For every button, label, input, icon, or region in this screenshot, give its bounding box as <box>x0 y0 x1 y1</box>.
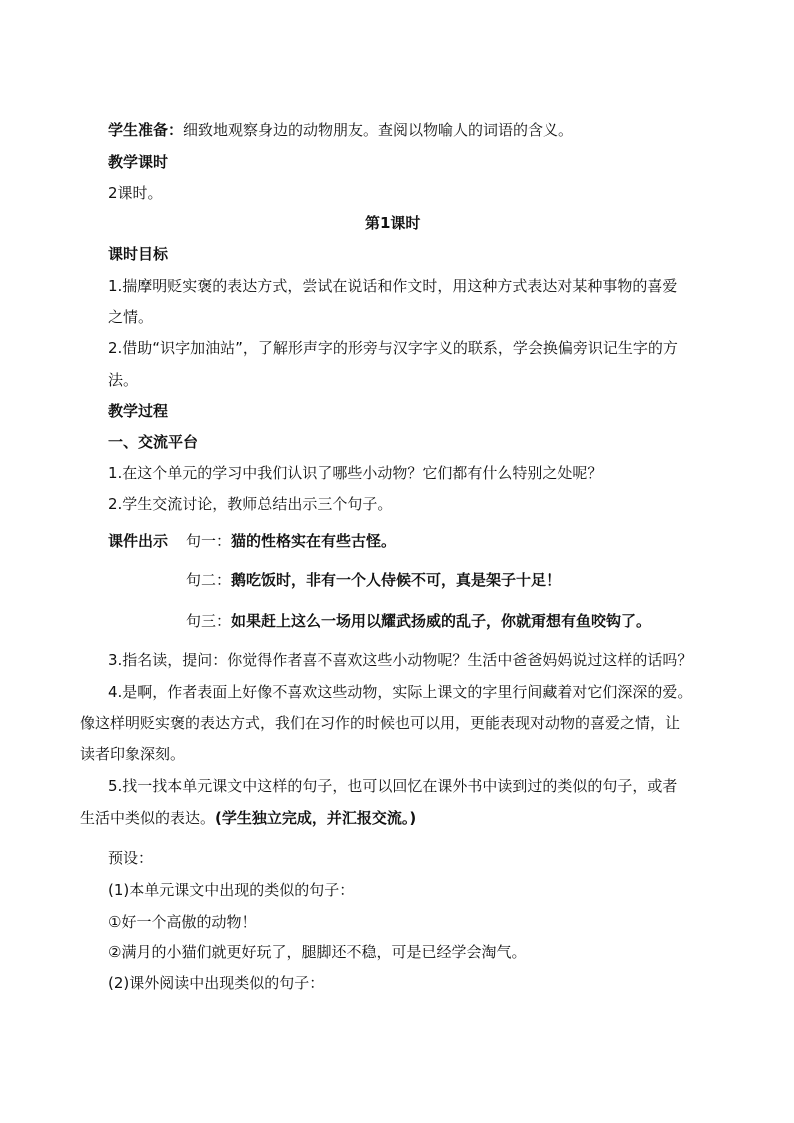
sentence-1-text: 猫的性格实在有些古怪。 <box>231 532 397 550</box>
teaching-hours-heading: 教学课时 <box>108 153 169 171</box>
process-heading: 教学过程 <box>108 402 169 420</box>
sentence-2-label: 句二： <box>186 571 232 589</box>
preset-item-1b: ②满月的小猫们就更好玩了，腿脚还不稳，可是已经学会淘气。 <box>108 943 527 961</box>
objectives-heading: 课时目标 <box>108 245 169 263</box>
courseware-label: 课件出示 <box>108 532 169 550</box>
student-prep-label: 学生准备： <box>108 121 184 139</box>
student-prep-line <box>108 120 573 140</box>
preset-item-1a: ①好一个高傲的动物！ <box>108 913 257 931</box>
section-1-heading: 一、交流平台 <box>108 433 199 451</box>
student-prep-text: 细致地观察身边的动物朋友。查阅以物喻人的词语的含义。 <box>183 121 574 139</box>
sentence-3 <box>186 611 651 631</box>
sentence-2-text: 鹅吃饭时，非有一个人侍候不可，真是架子十足！ <box>231 571 562 589</box>
process-paragraph-4-line-2: 像这样明贬实褒的表达方式，我们在习作的时候也可以用，更能表现对动物的喜爱之情，让 <box>80 714 681 732</box>
objective-2-line-2: 法。 <box>108 371 139 389</box>
process-paragraph-5-line-1: 5.找一找本单元课文中这样的句子，也可以回忆在课外书中读到过的类似的句子，或者 <box>108 777 678 795</box>
lesson-title: 第1课时 <box>365 214 421 232</box>
process-paragraph-1: 1.在这个单元的学习中我们认识了哪些小动物？它们都有什么特别之处呢？ <box>108 464 603 482</box>
process-paragraph-5-line-2 <box>80 808 416 828</box>
process-paragraph-2: 2.学生交流讨论，教师总结出示三个句子。 <box>108 495 393 513</box>
sentence-3-label: 句三： <box>186 612 232 630</box>
process-paragraph-3: 3.指名读，提问：你觉得作者喜不喜欢这些小动物呢？生活中爸爸妈妈说过这样的话吗？ <box>108 651 693 669</box>
objective-1-line-1: 1.揣摩明贬实褒的表达方式，尝试在说话和作文时，用这种方式表达对某种事物的喜爱 <box>108 277 678 295</box>
process-paragraph-5-bold: (学生独立完成，并汇报交流。) <box>215 809 417 827</box>
process-paragraph-5-plain: 生活中类似的表达。 <box>80 809 216 827</box>
sentence-1-label: 句一： <box>186 532 232 550</box>
preset-label: 预设： <box>108 849 154 867</box>
courseware-sentence-1 <box>108 531 168 551</box>
sentence-2 <box>186 570 561 590</box>
preset-item-2: (2)课外阅读中出现类似的句子： <box>108 974 325 992</box>
process-paragraph-4-line-1: 4.是啊，作者表面上好像不喜欢这些动物，实际上课文的字里行间藏着对它们深深的爱。 <box>108 683 693 701</box>
process-paragraph-4-line-3: 读者印象深刻。 <box>80 745 186 763</box>
preset-item-1: (1)本单元课文中出现的类似的句子： <box>108 881 355 899</box>
objective-2-line-1: 2.借助“识字加油站”，了解形声字的形旁与汉字字义的联系，学会换偏旁识记生字的方 <box>108 339 678 357</box>
sentence-1 <box>186 531 396 551</box>
teaching-hours-value: 2课时。 <box>108 184 163 202</box>
objective-1-line-2: 之情。 <box>108 308 154 326</box>
sentence-3-text: 如果赶上这么一场用以耀武扬威的乱子，你就甭想有鱼咬钩了。 <box>231 612 652 630</box>
